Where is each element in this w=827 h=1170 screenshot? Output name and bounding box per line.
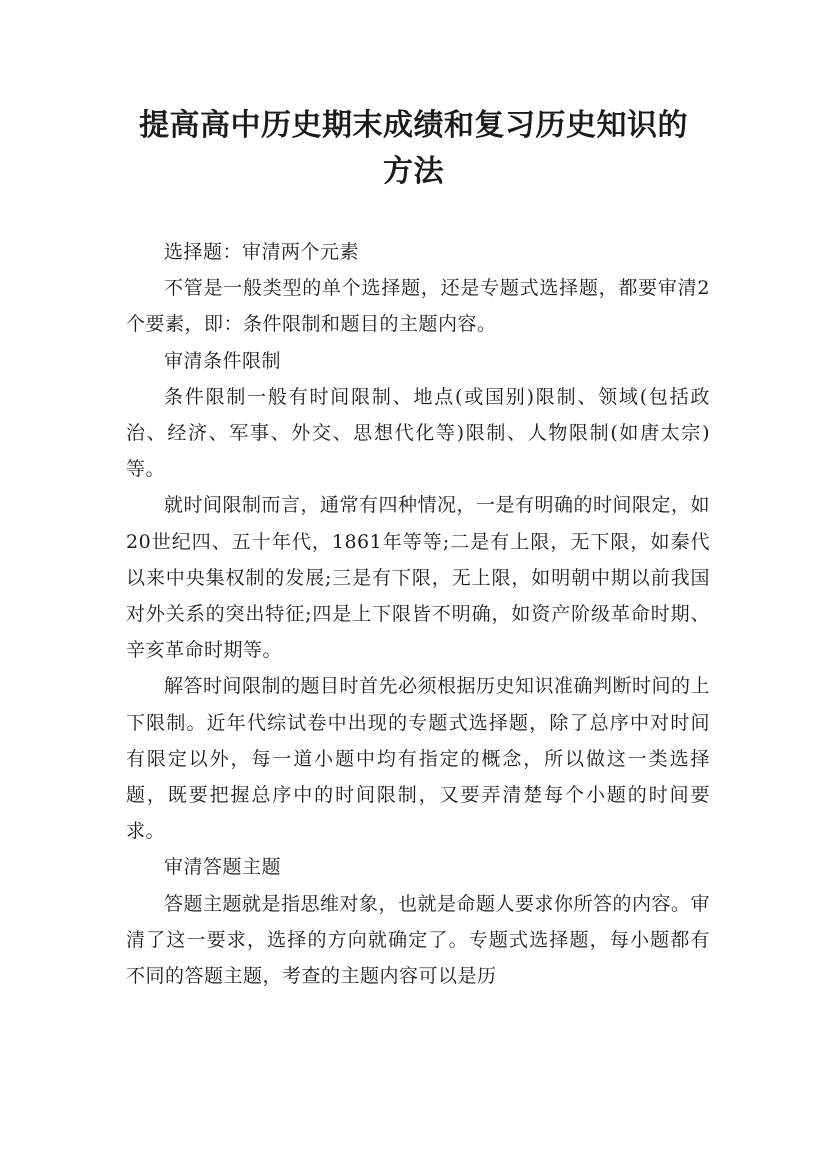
paragraph-condition-types: 条件限制一般有时间限制、地点(或国别)限制、领域(包括政治、经济、军事、外交、思想代化等)限制、人物限制(如唐太宗)等。 xyxy=(126,385,710,481)
document-body xyxy=(126,234,710,994)
section-heading-answer-topic: 审清答题主题 xyxy=(164,856,282,879)
paragraph-answering-time-limits: 解答时间限制的题目时首先必须根据历史知识准确判断时间的上下限制。近年代综试卷中出现的专题式选择题，除了总序中对时间有限定以外，每一道小题中均有指定的概念，所以做这一类选择题，既要把握总序中的时间限制，又要弄清楚每个小题的时间要求。 xyxy=(126,675,711,843)
document-title xyxy=(110,103,717,195)
title-line-2: 方法 xyxy=(383,154,444,189)
section-heading-conditions: 审清条件限制 xyxy=(164,349,282,372)
title-line-1: 提高高中历史期末成绩和复习历史知识的 xyxy=(139,108,688,143)
paragraph-answer-topic: 答题主题就是指思维对象，也就是命题人要求你所答的内容。审清了这一要求，选择的方向就确定了。专题式选择题，每小题都有不同的答题主题，考查的主题内容可以是历 xyxy=(126,892,711,988)
paragraph-time-limits: 就时间限制而言，通常有四种情况，一是有明确的时间限定，如20世纪四、五十年代，1861年等等;二是有上限，无下限，如秦代以来中央集权制的发展;三是有下限，无上限，如明朝中期以前我国对外关系的突出特征;四是上下限皆不明确，如资产阶级革命时期、辛亥革命时期等。 xyxy=(126,494,711,662)
section-heading-choice-questions: 选择题：审清两个元素 xyxy=(164,241,360,263)
paragraph-two-elements: 不管是一般类型的单个选择题，还是专题式选择题，都要审清2个要素，即：条件限制和题目的主题内容。 xyxy=(126,277,710,336)
